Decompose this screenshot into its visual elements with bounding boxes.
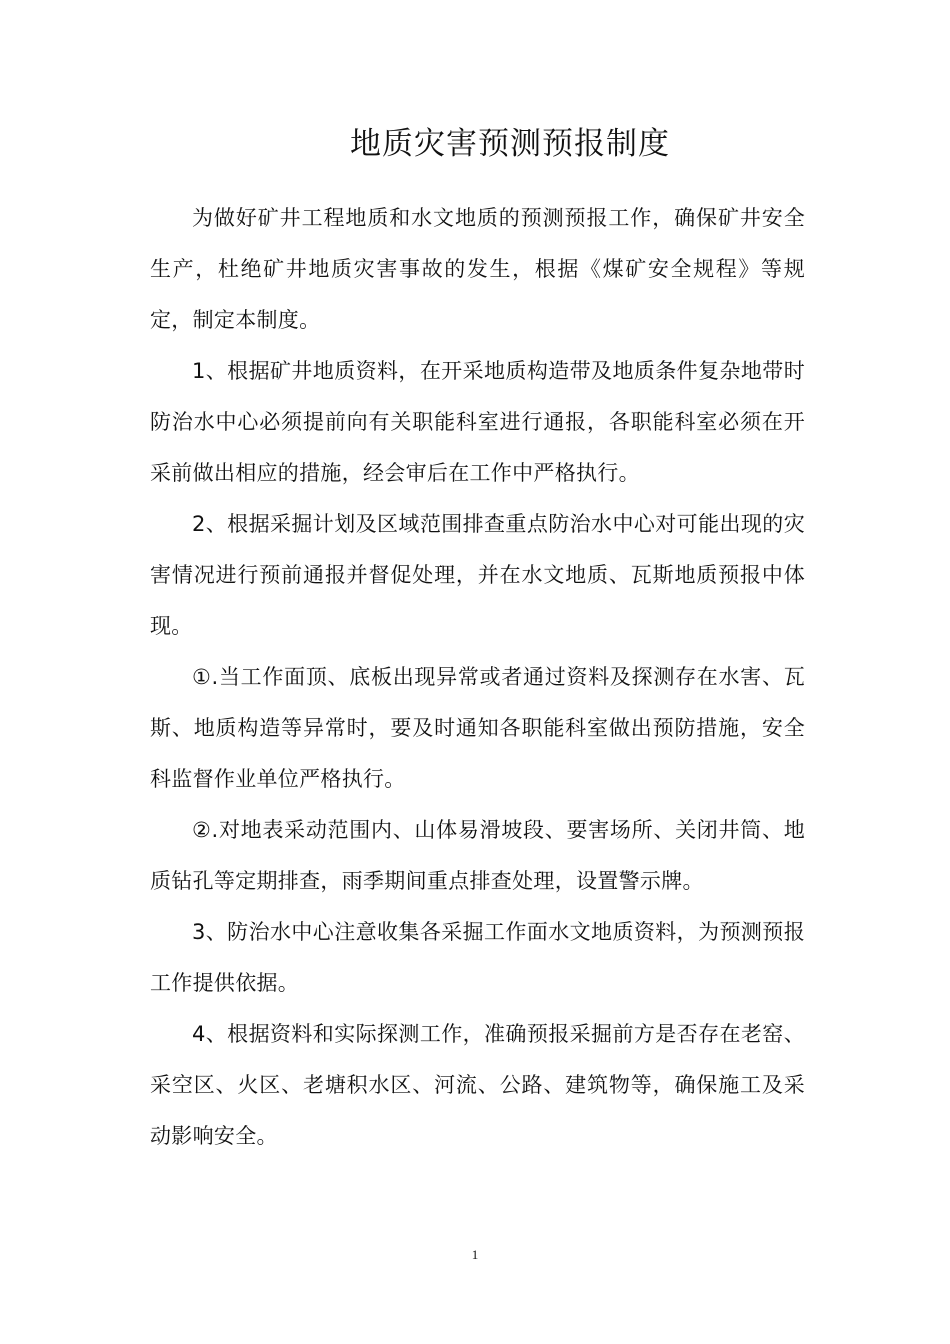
document-title: 地质灾害预测预报制度 — [350, 126, 670, 162]
paragraph-item-1: 1、根据矿井地质资料，在开采地质构造带及地质条件复杂地带时防治水中心必须提前向有关职能科室进行通报，各职能科室必须在开采前做出相应的措施，经会审后在工作中严格执行。 — [150, 359, 805, 485]
paragraph-item-4: 4、根据资料和实际探测工作，准确预报采掘前方是否存在老窑、采空区、火区、老塘积水区、河流、公路、建筑物等，确保施工及采动影响安全。 — [150, 1022, 805, 1148]
paragraph-subitem-1: ①.当工作面顶、底板出现异常或者通过资料及探测存在水害、瓦斯、地质构造等异常时，要及时通知各职能科室做出预防措施，安全科监督作业单位严格执行。 — [150, 665, 805, 791]
paragraph-item-2: 2、根据采掘计划及区域范围排查重点防治水中心对可能出现的灾害情况进行预前通报并督促处理，并在水文地质、瓦斯地质预报中体现。 — [150, 512, 805, 638]
document-body — [150, 193, 805, 1162]
paragraph-item-3: 3、防治水中心注意收集各采掘工作面水文地质资料，为预测预报工作提供依据。 — [150, 920, 805, 995]
paragraph-intro: 为做好矿井工程地质和水文地质的预测预报工作，确保矿井安全生产，杜绝矿井地质灾害事故的发生，根据《煤矿安全规程》等规定，制定本制度。 — [150, 206, 805, 332]
page-number: 1 — [471, 1247, 479, 1262]
paragraph-subitem-2: ②.对地表采动范围内、山体易滑坡段、要害场所、关闭井筒、地质钻孔等定期排查，雨季期间重点排查处理，设置警示牌。 — [150, 818, 805, 893]
